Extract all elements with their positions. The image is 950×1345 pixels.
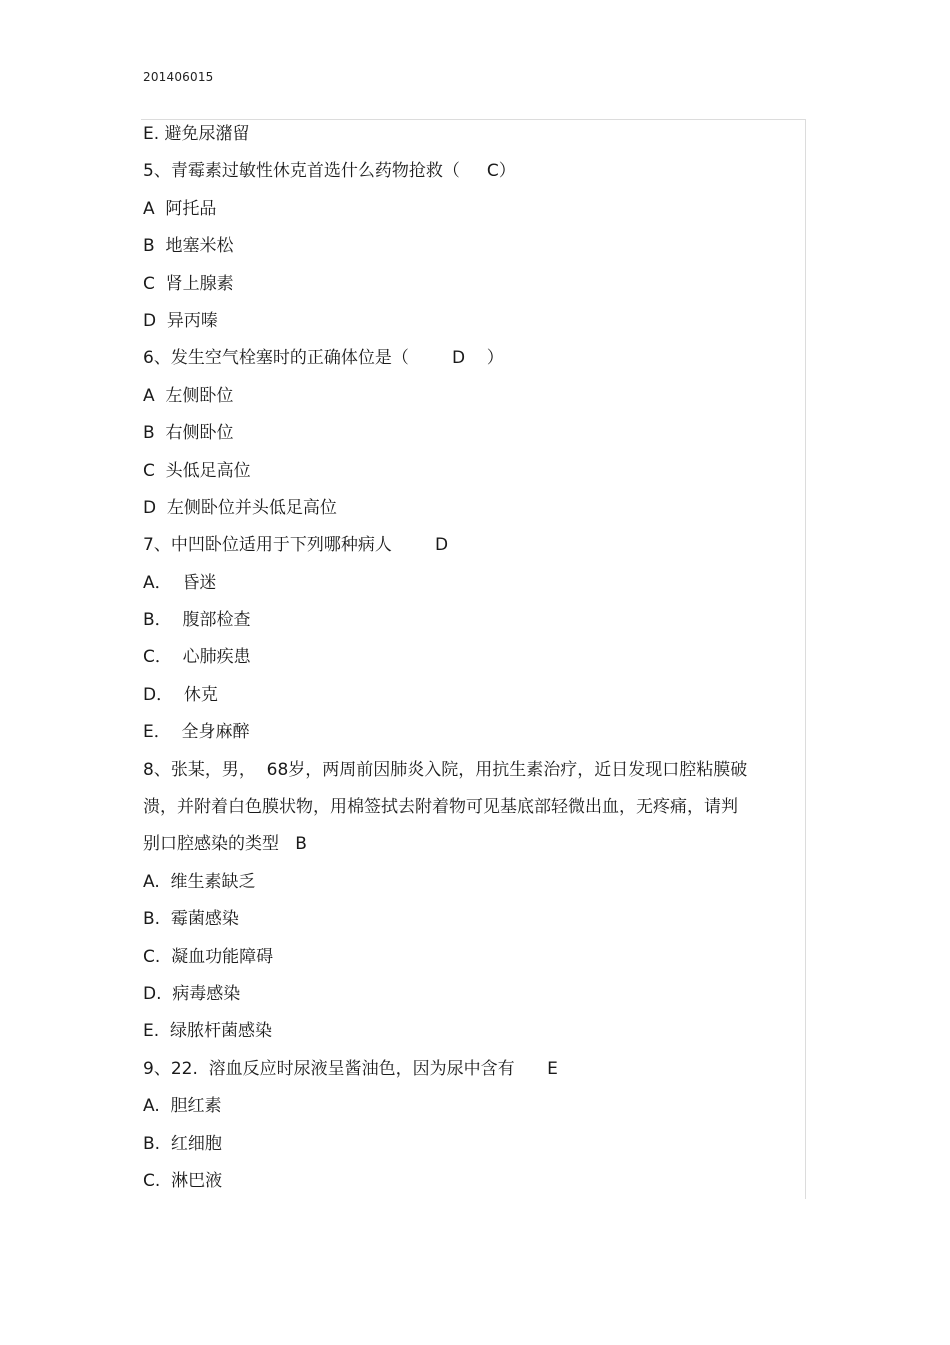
option-line: C 头低足高位	[143, 460, 251, 481]
page-header-id: 201406015	[143, 70, 214, 84]
question-8: 8、张某，男， 68岁，两周前因肺炎入院，用抗生素治疗，近日发现口腔粘膜破	[143, 759, 748, 780]
question-9: 9、22. 溶血反应时尿液呈酱油色，因为尿中含有 E	[143, 1058, 558, 1079]
option-line: B. 霉菌感染	[143, 909, 239, 930]
option-line: D 异丙嗪	[143, 310, 218, 331]
option-line: C 肾上腺素	[143, 273, 234, 294]
option-line: D． 休克	[143, 684, 218, 705]
option-line: A 阿托品	[143, 198, 217, 219]
option-line: B 右侧卧位	[143, 423, 234, 444]
question-7: 7、中凹卧位适用于下列哪种病人 D	[143, 535, 449, 556]
option-line: B. 红细胞	[143, 1133, 222, 1154]
question-5: 5、青霉素过敏性休克首选什么药物抢救（ C）	[143, 161, 516, 182]
question-8-continued: 溃，并附着白色膜状物，用棉签拭去附着物可见基底部轻微出血，无疼痛，请判	[143, 797, 738, 818]
option-line: D 左侧卧位并头低足高位	[143, 497, 337, 518]
document-body	[143, 116, 783, 1200]
option-line: D. 病毒感染	[143, 983, 241, 1004]
question-6: 6、发生空气栓塞时的正确体位是（ D ）	[143, 348, 504, 369]
question-8-continued: 别口腔感染的类型 B	[143, 834, 307, 855]
text-line: E. 避免尿潴留	[143, 124, 250, 144]
option-line: E. 绿脓杆菌感染	[143, 1021, 272, 1042]
option-line: A. 胆红素	[143, 1096, 222, 1117]
option-line: B 地塞米松	[143, 236, 234, 257]
option-line: E． 全身麻醉	[143, 722, 250, 743]
option-line: C． 心肺疾患	[143, 647, 251, 668]
option-line: C. 淋巴液	[143, 1170, 223, 1191]
option-line: A. 维生素缺乏	[143, 871, 256, 892]
option-line: C. 凝血功能障碍	[143, 946, 274, 967]
option-line: A． 昏迷	[143, 572, 217, 593]
option-line: B． 腹部检查	[143, 610, 251, 631]
option-line: A 左侧卧位	[143, 385, 234, 406]
